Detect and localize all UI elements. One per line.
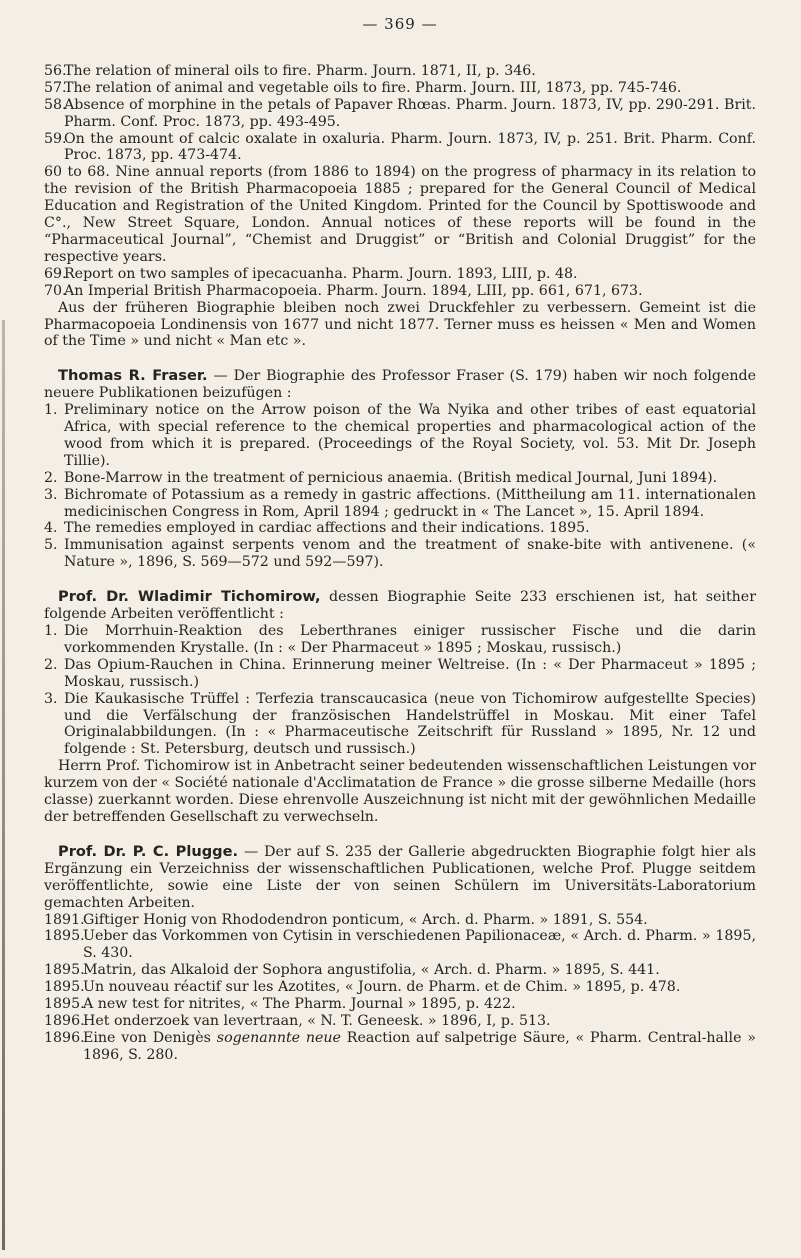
item-number: 1. (44, 623, 58, 639)
item-year: 1895. (44, 962, 85, 979)
ref-text: Report on two samples of ipecacuanha. Pharm. Journ. 1893, LIII, p. 48. (64, 265, 578, 282)
item-year: 1891. (44, 911, 85, 928)
intro-text: dessen Biographie Seite 233 erschienen ist, hat seither folgende Arbeiten veröffentlicht : (44, 589, 756, 623)
item-number: 1. (44, 402, 58, 419)
section-fraser (44, 368, 756, 571)
item-year: 1895. (44, 979, 85, 996)
list-item (44, 537, 756, 571)
item-number: 2. (44, 469, 58, 486)
list-item (44, 912, 756, 929)
list-item (44, 928, 756, 962)
item-text: Un nouveau réactif sur les Azotites, « Journ. de Pharm. et de Chim. » 1895, p. 478. (83, 979, 681, 996)
item-text-pre: Eine von Denigès (83, 1029, 217, 1046)
section-heading: Prof. Dr. Wladimir Tichomirow, (58, 588, 321, 606)
ref-text: Nine annual reports (from 1886 to 1894) on the progress of pharmacy in its relation to the revision of the British Pharmacopoeia 1885 ; prepared for the General Council of Medical Education and Registration of the United Kingdom. Printed for the Council by Spottiswoode and C°., New Street Square, London. Annual notices of these reports will be found in the “Pharmaceutical Journal”, “Chemist and Druggist” or “British and Colonial Druggist” for the respective years. (44, 164, 756, 265)
item-text: A new test for nitrites, « The Pharm. Journal » 1895, p. 422. (83, 996, 516, 1013)
ref-number: 56. (44, 62, 67, 79)
intro-text: — Der auf S. 235 der Gallerie abgedruckten Biographie folgt hier als Ergänzung ein Verzeichniss der wissenschaftlichen Publicationen, welche Prof. Plugge seitdem veröffentlichte, sowie eine Liste der von seinen Schülern im Universitäts-Laboratorium gemachten Arbeiten. (44, 843, 756, 911)
item-text: Immunisation against serpents venom and the treatment of snake-bite with antivenene. (« Nature », 1896, S. 569—572 und 592—597). (64, 537, 756, 571)
item-text-italic: sogenannte neue (216, 1029, 341, 1046)
intro-text: — Der Biographie des Professor Fraser (S. 179) haben wir noch folgende neuere Publikationen beizufügen : (44, 368, 756, 402)
reference-57 (44, 80, 756, 97)
ref-number: 70. (44, 282, 67, 299)
ref-text: The relation of animal and vegetable oils to fire. Pharm. Journ. III, 1873, pp. 745-746. (64, 79, 682, 96)
reference-56 (44, 63, 756, 80)
item-number: 4. (44, 520, 58, 537)
list-item (44, 487, 756, 521)
section-plugge (44, 844, 756, 1064)
list-item (44, 962, 756, 979)
item-text: Bone-Marrow in the treatment of pernicious anaemia. (British medical Journal, Juni 1894). (64, 469, 718, 486)
page-number: — 369 — (362, 15, 438, 33)
page-edge-shadow (2, 320, 5, 1250)
section-intro (44, 844, 756, 912)
reference-58 (44, 97, 756, 131)
item-text: Die Morrhuin-Reaktion des Leberthranes einiger russischer Fische und die darin vorkommenden Krystalle. (In : « Der Pharmaceut » 1895 ; Moskau, russisch.) (64, 623, 756, 656)
list-item (44, 1030, 756, 1064)
item-text: Matrin, das Alkaloid der Sophora angustifolia, « Arch. d. Pharm. » 1895, S. 441. (83, 962, 660, 979)
item-text-post: Reaction auf salpetrige Säure, « Pharm. Central-halle » 1896, S. 280. (83, 1029, 756, 1063)
reference-69 (44, 266, 756, 283)
item-year: 1896. (44, 1012, 85, 1029)
item-year: 1895. (44, 928, 85, 945)
item-text: Die Kaukasische Trüffel : Terfezia transcaucasica (neue von Tichomirow aufgestellte Species) und die Verfälschung der französischen Handelstrüffel in Moskau. Mit einer Tafel Originalabbildungen. (In : « Pharmaceutische Zeitschrift für Russland » 1895, Nr. 12 und folgende : St. Petersburg, deutsch und russisch.) (64, 690, 756, 758)
item-text: Ueber das Vorkommen von Cytisin in verschiedenen Papilionaceæ, « Arch. d. Pharm. » 1895, S. 430. (83, 928, 756, 962)
item-text: Het onderzoek van levertraan, « N. T. Geneesk. » 1896, I, p. 513. (83, 1012, 551, 1029)
section-heading: Prof. Dr. P. C. Plugge. (58, 842, 239, 860)
item-year: 1895. (44, 996, 85, 1013)
list-item (44, 1013, 756, 1030)
list-item (44, 996, 756, 1013)
item-number: 3. (44, 486, 58, 503)
ref-number: 60 to 68. (44, 164, 110, 181)
ref-number: 57. (44, 79, 67, 96)
closing-paragraph: Herrn Prof. Tichomirow ist in Anbetracht seiner bedeutenden wissenschaftlichen Leistungen vor kurzem von der « Société nationale d'Acclimatation de France » die grosse silberne Medaille (hors classe) zuerkannt worden. Diese ehrenvolle Auszeichnung ist nicht mit der gewöhnlichen Medaille der betreffenden Gesellschaft zu verwechseln. (44, 758, 756, 825)
reference-59 (44, 131, 756, 165)
ref-number: 59. (44, 130, 67, 147)
ref-text: Absence of morphine in the petals of Papaver Rhœas. Pharm. Journ. 1873, IV, pp. 290-291. Brit. Pharm. Conf. Proc. 1873, pp. 493-495. (64, 96, 756, 130)
list-item (44, 520, 756, 537)
item-number: 2. (44, 656, 58, 673)
ref-number: 69. (44, 265, 67, 282)
ref-text: An Imperial British Pharmacopoeia. Pharm. Journ. 1894, LIII, pp. 661, 671, 673. (64, 282, 643, 299)
document-page (44, 16, 756, 1064)
ref-text: On the amount of calcic oxalate in oxaluria. Pharm. Journ. 1873, IV, p. 251. Brit. Pharm. Conf. Proc. 1873, pp. 473-474. (64, 130, 756, 164)
list-item (44, 657, 756, 691)
item-number: 5. (44, 537, 58, 554)
item-text: Preliminary notice on the Arrow poison of the Wa Nyika and other tribes of east equatorial Africa, with special reference to the chemical properties and pharmacological action of the wood from which it is prepared. (Proceedings of the Royal Society, vol. 53. Mit Dr. Joseph Tillie). (64, 402, 756, 469)
item-text: The remedies employed in cardiac affections and their indications. 1895. (64, 520, 590, 537)
reference-60-68 (44, 164, 756, 265)
reference-list-a (44, 63, 756, 300)
ref-text: The relation of mineral oils to fire. Pharm. Journ. 1871, II, p. 346. (64, 62, 536, 79)
item-text: Bichromate of Potassium as a remedy in gastric affections. (Mittheilung am 11. internationalen medicinischen Congress in Rom, April 1894 ; gedruckt in « The Lancet », 15. April 1894. (64, 486, 756, 520)
list-item (44, 470, 756, 487)
correction-paragraph: Aus der früheren Biographie bleiben noch zwei Druckfehler zu verbessern. Gemeint ist die Pharmacopoeia Londinensis von 1677 und nicht 1877. Terner muss es heissen « Men and Women of the Time » und nicht « Man etc ». (44, 299, 756, 350)
list-item (44, 691, 756, 759)
section-intro (44, 368, 756, 402)
reference-70 (44, 283, 756, 300)
item-text: Das Opium-Rauchen in China. Erinnerung meiner Weltreise. (In : « Der Pharmaceut » 1895 ; Moskau, russisch.) (64, 656, 756, 690)
section-heading: Thomas R. Fraser. (58, 367, 208, 385)
item-text: Giftiger Honig von Rhododendron ponticum, « Arch. d. Pharm. » 1891, S. 554. (83, 911, 648, 928)
section-tichomirow (44, 589, 756, 826)
ref-number: 58. (44, 96, 67, 113)
item-year: 1896. (44, 1029, 85, 1046)
section-intro (44, 589, 756, 623)
item-number: 3. (44, 690, 58, 707)
list-item (44, 979, 756, 996)
list-item (44, 623, 756, 657)
list-item (44, 402, 756, 470)
